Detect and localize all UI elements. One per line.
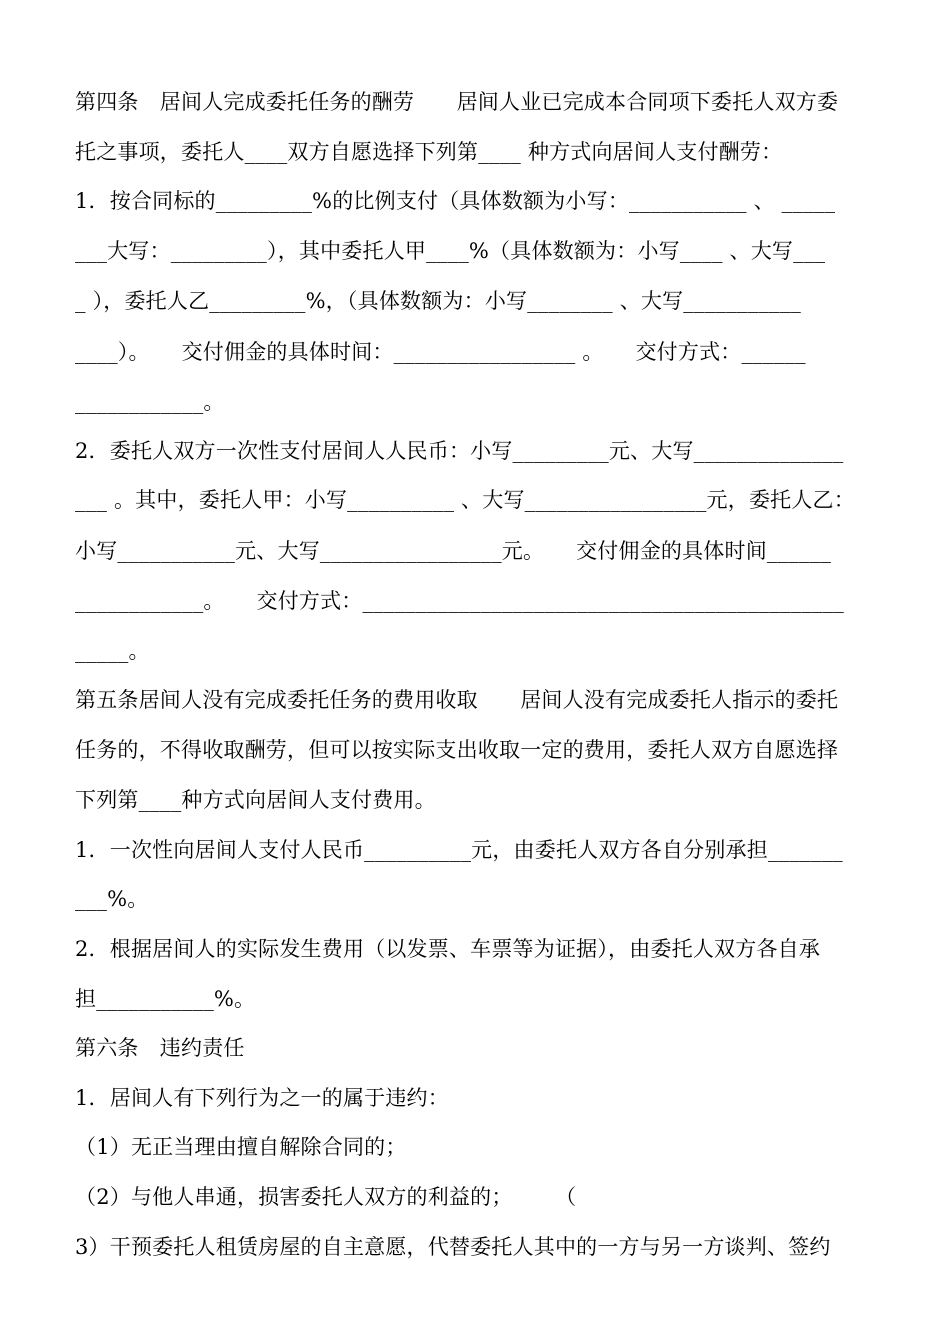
text-line: ___大写：_________），其中委托人甲____%（具体数额为：小写____ 、大写___ bbox=[75, 239, 826, 263]
article-5-heading-line: 第五条居间人没有完成委托任务的费用收取 居间人没有完成委托人指示的委托 bbox=[75, 688, 839, 712]
sub-item-2-line: （2）与他人串通，损害委托人双方的利益的； （ bbox=[75, 1185, 577, 1209]
text-line: 下列第____种方式向居间人支付费用。 bbox=[75, 788, 436, 812]
sub-item-3-line: 3）干预委托人租赁房屋的自主意愿，代替委托人其中的一方与另一方谈判、签约 bbox=[75, 1235, 831, 1259]
text-line: 任务的，不得收取酬劳，但可以按实际支出收取一定的费用，委托人双方自愿选择 bbox=[75, 738, 839, 762]
text-line: ___%。 bbox=[75, 887, 149, 911]
clause-item-1-line: 1．一次性向居间人支付人民币__________元，由委托人双方各自分别承担_______ bbox=[75, 838, 843, 862]
text-line: 担___________%。 bbox=[75, 987, 256, 1011]
clause-item-1-line: 1．居间人有下列行为之一的属于违约： bbox=[75, 1086, 449, 1110]
article-6-heading-line: 第六条 违约责任 bbox=[75, 1036, 245, 1060]
text-line: ____）。 交付佣金的具体时间：_________________ 。 交付方式：______ bbox=[75, 340, 806, 364]
text-line: ___ 。其中，委托人甲：小写__________ 、大写_________________元，委托人乙： bbox=[75, 488, 855, 512]
text-line: 小写___________元、大写_________________元。 交付佣金的具体时间______ bbox=[75, 539, 832, 563]
sub-item-1-line: （1）无正当理由擅自解除合同的； bbox=[75, 1135, 407, 1159]
text-line: _____。 bbox=[75, 639, 150, 663]
text-line: 托之事项，委托人____双方自愿选择下列第____ 种方式向居间人支付酬劳： bbox=[75, 140, 783, 164]
clause-item-2-line: 2．根据居间人的实际发生费用（以发票、车票等为证据），由委托人双方各自承 bbox=[75, 937, 821, 961]
clause-item-2-line: 2．委托人双方一次性支付居间人人民币：小写_________元、大写______________ bbox=[75, 439, 844, 463]
text-line: _ ），委托人乙_________%，（具体数额为：小写________ 、大写___________ bbox=[75, 289, 802, 313]
article-4-heading-line: 第四条 居间人完成委托任务的酬劳 居间人业已完成本合同项下委托人双方委 bbox=[75, 90, 839, 114]
text-line: ____________。 bbox=[75, 390, 225, 414]
text-line: ____________。 交付方式：_____________________________________________ bbox=[75, 589, 844, 613]
clause-item-1-line: 1．按合同标的_________%的比例支付（具体数额为小写：___________ 、 _____ bbox=[75, 189, 836, 213]
